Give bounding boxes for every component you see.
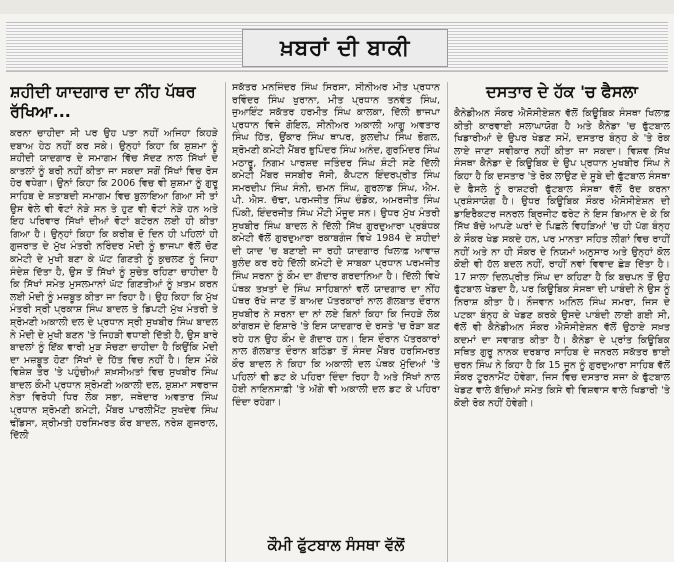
article-body: ਕੈਨੇਡੀਅਨ ਸੌਕਰ ਐਸੋਸੀਏਸ਼ਨ ਵੱਲੋਂ ਕਿਊਬਿਕ ਸੰਸਥਾ ਖਿਲਾਫ਼ ਕੀਤੀ ਕਾਰਵਾਈ ਸਲਾਘਾਯੋਗ ਹੈ ਅਤੇ ਕੈਨੇਡਾ 'ਚ ਫੁੱਟਬਾਲ ਖਿਡਾਰੀਆਂ ਦੇ ਉਪਰ ਖੇਡਣ ਸਮੇਂ, ਦਸਤਾਰ ਬੰਨ੍ਹ ਕੇ 'ਤੇ ਰੋਕ ਲਾਏ ਜਾਣਾ ਸਵੀਕਾਰ ਨਹੀਂ ਕੀਤਾ ਜਾ ਸਕਦਾ। ਵਿਸ਼ਵ ਸਿੱਖ ਸੰਸਥਾ ਕੈਨੇਡਾ ਦੇ ਕਿਊਬਿਕ ਦੇ ਉਪ ਪ੍ਰਧਾਨ ਮੁਖਬੀਰ ਸਿੰਘ ਨੇ ਕਿਹਾ ਹੈ ਕਿ ਦਸਤਾਰ 'ਤੇ ਰੋਕ ਲਾਉਣ ਦੇ ਸੂਬੇ ਦੀ ਫੁੱਟਬਾਲ ਸੰਸਥਾ ਦੇ ਫੈਸਲੇ ਨੂੰ ਰਾਸ਼ਟਰੀ ਫੁੱਟਬਾਲ ਸੰਸਥਾ ਵੱਲੋਂ ਰੱਦ ਕਰਨਾ ਪ੍ਰਸ਼ੰਸਾਯੋਗ ਹੈ। ਉਧਰ ਕਿਊਬਿਕ ਸੌਕਰ ਐਸੋਸੀਏਸ਼ਨ ਦੀ ਡਾਇਰੈਕਟਰ ਜਨਰਲ ਬ੍ਰਿਜੀਟ ਫਰੇਟ ਨੇ ਇਸ ਬਿਆਨ ਦੇ ਕੇ ਕਿ ਸਿੱਖ ਬੱਚੇ ਆਪਣੇ ਘਰਾਂ ਦੇ ਪਿਛਲੇ ਵਿਹੜਿਆਂ 'ਚ ਹੀ ਪੱਗ ਬੰਨ੍ਹ ਕੇ ਸੌਕਰ ਖੇਡ ਸਕਦੇ ਹਨ, ਪਰ ਮਾਨਤਾ ਸਹਿਤ ਲੀਗਾਂ ਵਿਚ ਰਾਹੀਂ ਨਹੀਂ ਅਤੇ ਨਾ ਹੀ ਸੌਕਰ ਦੇ ਨਿਯਮਾਂ ਅਨੁਸਾਰ ਅਤੇ ਉਨ੍ਹਾਂ ਕੋਲ ਕੋਈ ਵੀ ਹੱਲ ਬਦਲ ਨਹੀਂ, ਰਾਹੀਂ ਨਵਾਂ ਵਿਵਾਦ ਛੇੜ ਦਿੱਤਾ ਹੈ। 17 ਸਾਲਾ ਦਿਲਪ੍ਰੀਤ ਸਿੰਘ ਦਾ ਕਹਿਣਾ ਹੈ ਕਿ ਬਚਪਨ ਤੋਂ ਉਹ ਫੁੱਟਬਾਲ ਖੇਡਦਾ ਹੈ, ਪਰ ਕਿਊਬਿਕ ਸੰਸਥਾ ਦੀ ਪਾਬੰਦੀ ਨੇ ਉਸ ਨੂੰ ਨਿਰਾਸ਼ ਕੀਤਾ ਹੈ। ਨੌਜਵਾਨ ਅਨਿਲ ਸਿੰਘ ਸਮਰਾ, ਜਿਸ ਦੇ ਪਟਕਾ ਬੰਨ੍ਹ ਕੇ ਖੇਡਣ ਕਰਕੇ ਉਸਦੇ ਪਾਬੰਦੀ ਲਾਈ ਗਈ ਸੀ, ਵੱਲੋਂ ਵੀ ਕੈਨੇਡੀਅਨ ਸੌਕਰ ਐਸੋਸੀਏਸ਼ਨ ਵੱਲੋਂ ਉਠਾਏ ਸਖ਼ਤ ਕਦਮਾਂ ਦਾ ਸਵਾਗਤ ਕੀਤਾ ਹੈ। ਕੈਨੇਡਾ ਦੇ ਪ੍ਰਾਂਤ ਕਿਊਬਿਕ ਸਥਿਤ ਗੁਰੂ ਨਾਨਕ ਦਰਬਾਰ ਸਾਹਿਬ ਦੇ ਜਨਰਲ ਸਕੱਤਰ ਭਾਈ ਚਰਨ ਸਿੰਘ ਨੇ ਕਿਹਾ ਹੈ ਕਿ 15 ਜੂਨ ਨੂੰ ਗੁਰਦੁਆਰਾ ਸਾਹਿਬ ਵੱਲੋਂ ਸੌਕਰ ਟੂਰਨਾਮੈਂਟ ਹੋਵੇਗਾ, ਜਿਸ ਵਿਚ ਦਸਤਾਰ ਸਜਾ ਕੇ ਫੁੱਟਬਾਲ ਖੇਡਣ ਵਾਲੇ ਬੱਚਿਆਂ ਸਮੇਤ ਕਿਸੇ ਵੀ ਵਿਸ਼ਵਾਸ ਵਾਲੇ ਖਿਡਾਰੀ 'ਤੇ ਕੋਈ ਰੋਕ ਨਹੀਂ ਹੋਵੇਗੀ। bbox=[454, 108, 670, 409]
article-right-column bbox=[454, 82, 670, 562]
column-divider bbox=[447, 82, 448, 562]
article-middle-column bbox=[232, 82, 440, 562]
section-title: ਖ਼ਬਰਾਂ ਦੀ ਬਾਕੀ bbox=[280, 35, 410, 61]
banner-title-box bbox=[242, 29, 448, 67]
article-headline: ਸ਼ਹੀਦੀ ਯਾਦਗਾਰ ਦਾ ਨੀਂਹ ਪੱਥਰ ਰੱਖਿਆ... bbox=[10, 82, 196, 121]
column-divider bbox=[225, 82, 226, 562]
next-article-headline: ਕੌਮੀ ਫੁੱਟਬਾਲ ਸੰਸਥਾ ਵੱਲੋਂ bbox=[232, 536, 440, 554]
article-left-column bbox=[10, 82, 218, 562]
top-edge-strip bbox=[0, 0, 674, 14]
article-body: ਸਕੱਤਰ ਮਨਜਿੰਦਰ ਸਿੰਘ ਸਿਰਸਾ, ਸੀਨੀਅਰ ਮੀਤ ਪ੍ਰਧਾਨ ਰਵਿੰਦਰ ਸਿੰਘ ਖੁਰਾਨਾ, ਮੀਤ ਪ੍ਰਧਾਨ ਤਨਵੰਤ ਸਿੰਘ, ਜੁਆਇੰਟ ਸਕੱਤਰ ਹਰਮੀਤ ਸਿੰਘ ਕਾਲਕਾ, ਦਿੱਲੀ ਭਾਜਪਾ ਪ੍ਰਧਾਨ ਵਿਜੇ ਗੋਇਲ, ਸੀਨੀਅਰ ਅਕਾਲੀ ਆਗੂ ਅਵਤਾਰ ਸਿੰਘ ਹਿੱਤ, ਉਂਕਾਰ ਸਿੰਘ ਥਾਪਰ, ਕੁਲਦੀਪ ਸਿੰਘ ਭੋਗਲ, ਸ਼੍ਰੋਮਣੀ ਕਮੇਟੀ ਮੈਂਬਰ ਭੁਪਿੰਦਰ ਸਿੰਘ ਅਨੰਦ, ਗੁਰਮਿੰਦਰ ਸਿੰਘ ਮਠਾਰੂ, ਨਿਗਮ ਪਾਰਸ਼ਦ ਜਤਿੰਦਰ ਸਿੰਘ ਸ਼ੰਟੀ ਸਣੇ ਦਿੱਲੀ ਕਮੇਟੀ ਮੈਂਬਰ ਜਸਬੀਰ ਜੱਸੀ, ਕੈਪਟਨ ਇੰਦਰਪ੍ਰੀਤ ਸਿੰਘ ਸਮਰਦੀਪ ਸਿੰਘ ਸੰਨੀ, ਚਮਨ ਸਿੰਘ, ਗੁਰਲਾਡ ਸਿੰਘ, ਐਮ. ਪੀ. ਐਸ. ਚੱਢਾ, ਪਰਮਜੀਤ ਸਿੰਘ ਚੰਡੋਕ, ਅਮਰਜੀਤ ਸਿੰਘ ਪਿੰਕੀ, ਇੰਦਰਜੀਤ ਸਿੰਘ ਮੌਂਟੀ ਮੌਜੂਦ ਸਨ। ਉਧਰ ਮੁੱਖ ਮੰਤਰੀ ਸੁਖਬੀਰ ਸਿੰਘ ਬਾਦਲ ਨੇ ਦਿੱਲੀ ਸਿੱਖ ਗੁਰਦੁਆਰਾ ਪ੍ਰਬੰਧਕ ਕਮੇਟੀ ਵੱਲੋਂ ਗੁਰਦੁਆਰਾ ਰਕਾਬਗੰਜ ਵਿਖੇ 1984 ਦੇ ਸ਼ਹੀਦਾਂ ਦੀ ਯਾਦ 'ਚ ਬਣਾਈ ਜਾ ਰਹੀ ਯਾਦਗਾਰ ਖਿਲਾਫ਼ ਆਵਾਜ਼ ਬੁਲੰਦ ਕਰ ਰਹੇ ਦਿੱਲੀ ਕਮੇਟੀ ਦੇ ਸਾਬਕਾ ਪ੍ਰਧਾਨ ਪਰਮਜੀਤ ਸਿੰਘ ਸਰਨਾ ਨੂੰ ਕੌਮ ਦਾ ਗੱਦਾਰ ਗਰਦਾਨਿਆ ਹੈ। ਦਿੱਲੀ ਵਿਖੇ ਪੰਥਕ ਤਖ਼ਤਾਂ ਦੇ ਸਿੰਘ ਸਾਹਿਬਾਨਾਂ ਵਲੋਂ ਯਾਦਗਾਰ ਦਾ ਨੀਂਹ ਪੱਥਰ ਰੱਖੇ ਜਾਣ ਤੋਂ ਬਾਅਦ ਪੱਤਰਕਾਰਾਂ ਨਾਲ ਗੱਲਬਾਤ ਦੌਰਾਨ ਸੁਖਬੀਰ ਨੇ ਸਰਨਾ ਦਾ ਨਾਂ ਲਏ ਬਿਨਾਂ ਕਿਹਾ ਕਿ ਜਿਹੜੇ ਲੋਕ ਕਾਂਗਰਸ ਦੇ ਇਸ਼ਾਰੇ 'ਤੇ ਇਸ ਯਾਦਗਾਰ ਦੇ ਰਸਤੇ 'ਚ ਰੋੜਾ ਬਣ ਰਹੇ ਹਨ ਉਹ ਕੌਮ ਦੇ ਗੱਦਾਰ ਹਨ। ਇਸ ਦੌਰਾਨ ਪੱਤਰਕਾਰਾਂ ਨਾਲ ਗੱਲਬਾਤ ਦੌਰਾਨ ਬਠਿੰਡਾ ਤੋਂ ਸੰਸਦ ਮੈਂਬਰ ਹਰਸਿਮਰਤ ਕੌਰ ਬਾਦਲ ਨੇ ਕਿਹਾ ਕਿ ਅਕਾਲੀ ਦਲ ਪੰਥਕ ਮੁੱਦਿਆਂ 'ਤੇ ਪਹਿਲਾਂ ਵੀ ਡਟ ਕੇ ਪਹਿਰਾ ਦਿੰਦਾ ਰਿਹਾ ਹੈ ਅਤੇ ਸਿੱਖਾਂ ਨਾਲ ਹੋਈ ਨਾਇਨਸਾਫ਼ੀ 'ਤੇ ਅੱਗੇ ਵੀ ਅਕਾਲੀ ਦਲ ਡਟ ਕੇ ਪਹਿਰਾ ਦਿੰਦਾ ਰਹੇਗਾ। bbox=[232, 82, 440, 408]
article-headline: ਦਸਤਾਰ ਦੇ ਹੱਕ 'ਚ ਫੈਸਲਾ bbox=[486, 82, 638, 101]
article-body: ਕਰਨਾ ਚਾਹੀਦਾ ਸੀ ਪਰ ਉਹ ਪਤਾ ਨਹੀਂ ਅਜਿਹਾ ਕਿਹੜੇ ਦਬਾਅ ਹੇਠ ਨਹੀਂ ਕਰ ਸਕੇ। ਉਨ੍ਹਾਂ ਕਿਹਾ ਕਿ ਸ਼ੁਸ਼ਮਾ ਨੂੰ ਸ਼ਹੀਦੀ ਯਾਦਗਾਰ ਦੇ ਸਮਾਗਮ ਵਿੱਚ ਸੱਦਣ ਨਾਲ ਸਿੱਖਾਂ ਦੇ ਕਾਤਲਾਂ ਨੂੰ ਬਰੀ ਨਹੀਂ ਕੀਤਾ ਜਾ ਸਕਦਾ ਸਗੋਂ ਸਿੱਖਾਂ ਵਿਚ ਰੋਸ ਹੋਰ ਵਧੇਗਾ। ਉਨਾਂ ਕਿਹਾ ਕਿ 2006 ਵਿਚ ਵੀ ਸ਼ੁਸ਼ਮਾ ਨੂੰ ਗੁਰੂ ਸਾਹਿਬ ਦੇ ਸ਼ਤਾਬਦੀ ਸਮਾਗਮ ਵਿਚ ਬੁਲਾਇਆ ਗਿਆ ਸੀ ਤਾਂ ਉਸ ਵੇਲੇ ਵੀ ਵੋਟਾਂ ਨੇੜੇ ਸਨ ਤੇ ਹੁਣ ਵੀ ਵੋਟਾਂ ਨੇੜੇ ਹਨ ਅਤੇ ਇਹ ਪਰਿਵਾਰ ਸਿੱਖਾਂ ਦੀਆਂ ਵੋਟਾਂ ਬਟੋਰਨ ਲਈ ਹੀ ਕੀਤਾ ਗਿਆ ਹੈ। ਉਨ੍ਹਾਂ ਕਿਹਾ ਕਿ ਕਰੀਬ ਦੋ ਦਿਨ ਹੀ ਪਹਿਲਾਂ ਹੀ ਗੁਜਰਾਤ ਦੇ ਮੁੱਖ ਮੰਤਰੀ ਨਰਿੰਦਰ ਮੋਦੀ ਨੂੰ ਭਾਜਪਾ ਵੱਲੋਂ ਚੋਣ ਕਮੇਟੀ ਦੇ ਮੁਖੀ ਬਣਾ ਕੇ ਘੱਟ ਗਿਣਤੀ ਨੂੰ ਕੁਚਲਣ ਨੂੰ ਜਿਹਾ ਸੰਦੇਸ਼ ਦਿੱਤਾ ਹੈ, ਉਸ ਤੋਂ ਸਿੱਖਾਂ ਨੂੰ ਸੁਚੇਤ ਰਹਿਣਾ ਚਾਹੀਦਾ ਹੈ ਕਿ ਸਿੱਖਾਂ ਸਮੇਤ ਮੁਸਲਮਾਨਾਂ ਘੱਟ ਗਿਣਤੀਆਂ ਨੂੰ ਖ਼ਤਮ ਕਰਨ ਲਈ ਮੋਦੀ ਨੂੰ ਮਜ਼ਬੂਤ ਕੀਤਾ ਜਾ ਰਿਹਾ ਹੈ। ਉਹ ਕਿਹਾ ਕਿ ਮੁੱਖ ਮੰਤਰੀ ਸ੍ਰੀ ਪ੍ਰਕਾਸ਼ ਸਿੰਘ ਬਾਦਲ ਤੇ ਡਿਪਟੀ ਮੁੱਖ ਮੰਤਰੀ ਤੇ ਸ਼੍ਰੋਮਣੀ ਅਕਾਲੀ ਦਲ ਦੇ ਪ੍ਰਧਾਨ ਸ੍ਰੀ ਸੁਖਬੀਰ ਸਿੰਘ ਬਾਦਲ ਨੇ ਮੋਦੀ ਦੇ ਮੁਖੀ ਬਣਨ 'ਤੇ ਜਿਹੜੀ ਵਧਾਈ ਦਿੱਤੀ ਹੈ, ਉਸ ਬਾਰੇ ਬਾਦਲਾਂ ਨੂੰ ਇੱਕ ਵਾਰੀ ਮੁੜ ਸੋਚਣਾ ਚਾਹੀਦਾ ਹੈ ਕਿਉਂਕਿ ਮੋਦੀ ਦਾ ਮਜ਼ਬੂਤ ਹੋਣਾ ਸਿੱਖਾਂ ਦੇ ਹਿੱਤ ਵਿਚ ਨਹੀਂ ਹੈ। ਇਸ ਮੌਕੇ ਵਿਸ਼ੇਸ਼ ਤੌਰ 'ਤੇ ਪਹੁੰਚੀਆਂ ਸ਼ਖ਼ਸੀਅਤਾਂ ਵਿਚ ਸੁਖਬੀਰ ਸਿੰਘ ਬਾਦਲ ਕੌਮੀ ਪ੍ਰਧਾਨ ਸ਼੍ਰੋਮਣੀ ਅਕਾਲੀ ਦਲ, ਸ਼ੁਸ਼ਮਾ ਸਵਰਾਜ ਨੇਤਾ ਵਿਰੋਧੀ ਧਿਰ ਲੋਕ ਸਭਾ, ਜਥੇਦਾਰ ਅਵਤਾਰ ਸਿੰਘ ਪ੍ਰਧਾਨ ਸ਼੍ਰੋਮਣੀ ਕਮੇਟੀ, ਮੈਂਬਰ ਪਾਰਲੀਮੈਂਟ ਸੁਖਦੇਵ ਸਿੰਘ ਢੀਂਡਸਾ, ਸ਼੍ਰੀਮਤੀ ਹਰਸਿਮਰਤ ਕੌਰ ਬਾਦਲ, ਨਰੇਸ਼ ਗੁਜਰਾਲ, ਦਿੱਲੀ bbox=[10, 128, 218, 442]
section-banner bbox=[6, 22, 668, 72]
